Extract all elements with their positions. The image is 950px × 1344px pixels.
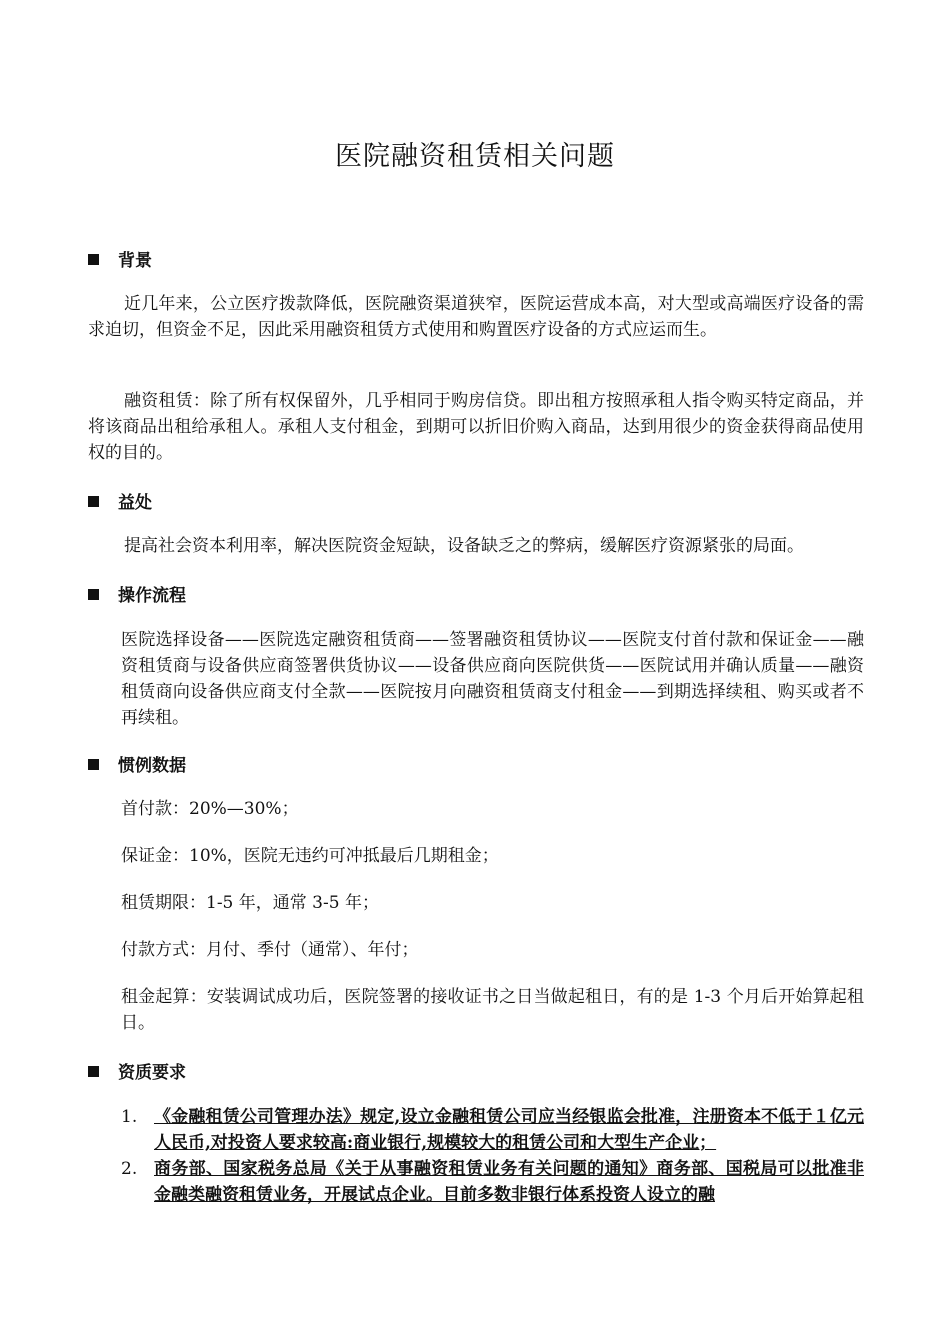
lease-term-line: 租赁期限：1-5 年，通常 3-5 年；: [121, 893, 379, 913]
square-bullet-icon: [88, 759, 99, 770]
square-bullet-icon: [88, 496, 99, 507]
process-paragraph: 医院选择设备——医院选定融资租赁商——签署融资租赁协议——医院支付首付款和保证金——融资租赁商与设备供应商签署供货协议——设备供应商向医院供货——医院试用并确认质量——融资租赁商向设备供应商支付全款——医院按月向融资租赁商支付租金——到期选择续租、购买或者不再续租。: [121, 630, 864, 728]
square-bullet-icon: [88, 1066, 99, 1077]
section-heading-qualification: [88, 1058, 186, 1083]
square-bullet-icon: [88, 589, 99, 600]
section-heading-data: [88, 751, 186, 776]
heading-text: 益处: [118, 493, 152, 513]
rent-start-line: 租金起算：安装调试成功后，医院签署的接收证书之日当做起租日，有的是 1-3 个月后开始算起租日。: [121, 987, 864, 1033]
heading-text: 资质要求: [118, 1063, 186, 1083]
payment-method-line: 付款方式：月付、季付（通常）、年付；: [121, 940, 419, 960]
section-heading-benefits: [88, 488, 152, 513]
list-number: 2.: [121, 1159, 138, 1179]
deposit-line: 保证金：10%，医院无违约可冲抵最后几期租金；: [121, 846, 499, 866]
heading-text: 惯例数据: [118, 756, 186, 776]
square-bullet-icon: [88, 254, 99, 265]
section-heading-background: [88, 246, 152, 271]
page-title: 医院融资租赁相关问题: [335, 141, 615, 172]
section-heading-process: [88, 581, 186, 606]
list-text: 商务部、国家税务总局《关于从事融资租赁业务有关问题的通知》商务部、国税局可以批准非金融类融资租赁业务，开展试点企业。目前多数非银行体系投资人设立的融: [154, 1159, 864, 1205]
heading-text: 背景: [118, 251, 152, 271]
down-payment-line: 首付款：20%—30%；: [121, 799, 299, 819]
heading-text: 操作流程: [118, 586, 186, 606]
list-text: 《金融租赁公司管理办法》规定,设立金融租赁公司应当经银监会批准，注册资本不低于１亿元人民币,对投资人要求较高:商业银行,规模较大的租赁公司和大型生产企业；: [154, 1107, 864, 1153]
list-number: 1.: [121, 1107, 138, 1127]
benefits-paragraph: 提高社会资本利用率，解决医院资金短缺，设备缺乏之的弊病，缓解医疗资源紧张的局面。: [124, 536, 804, 556]
background-paragraph-1: 近几年来，公立医疗拨款降低，医院融资渠道狭窄，医院运营成本高，对大型或高端医疗设备的需求迫切，但资金不足，因此采用融资租赁方式使用和购置医疗设备的方式应运而生。: [88, 294, 864, 340]
background-paragraph-2: 融资租赁：除了所有权保留外，几乎相同于购房信贷。即出租方按照承租人指令购买特定商品，并将该商品出租给承租人。承租人支付租金，到期可以折旧价购入商品，达到用很少的资金获得商品使用权的目的。: [88, 391, 864, 463]
